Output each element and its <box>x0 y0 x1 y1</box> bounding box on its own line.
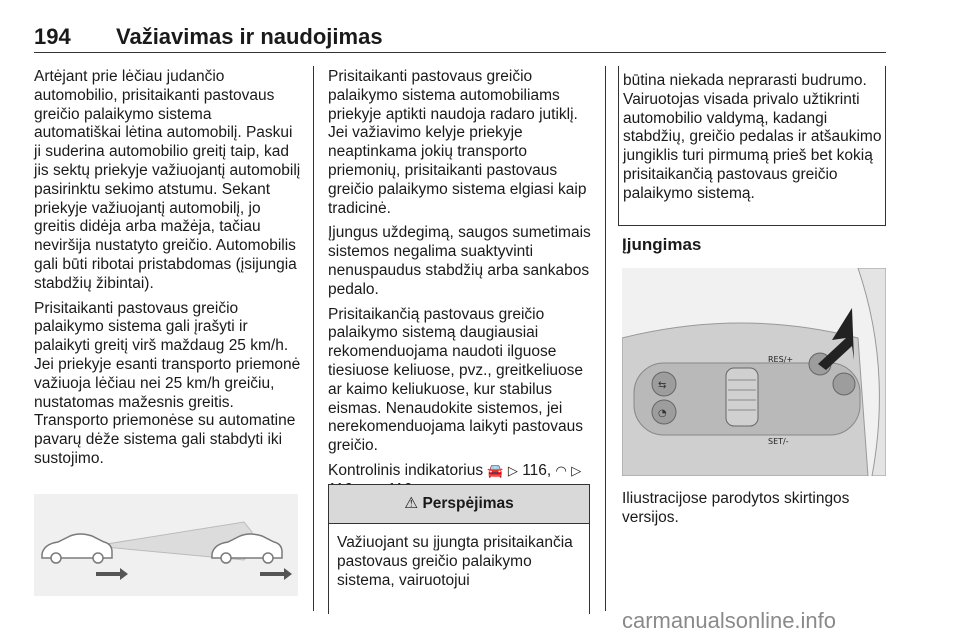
section-title: Įjungimas <box>622 235 702 254</box>
arrow-right-icon <box>96 568 128 580</box>
column-divider <box>605 66 606 611</box>
page-number: 194 <box>34 24 71 49</box>
indicator-label: Kontrolinis indikatorius <box>328 461 484 479</box>
illustration-caption: Iliustracijose parodytos skirtingos versijos. <box>622 490 850 526</box>
rear-car-icon <box>42 534 112 563</box>
warning-continued-text: būtina niekada neprarasti budrumo. Vairuotojas visada privalo užtikrinti automobilio valdymą, kadangi stabdžių, greičio pedalas ir atšaukimo jungiklis turi pirmumą prieš bet kokią prisitaikančią pastovaus greičio palaikymo sistemą. <box>623 72 882 202</box>
paragraph: Prisitaikanti pastovaus greičio palaikymo sistema automobiliams priekyje aptikti naudoja radaro jutiklį. Jei važiavimo kelyje priekyje neaptinkama jokių transporto priemonių, prisitaikanti pastovaus greičio palaikymo sistema elgiasi kaip tradicinė. <box>328 68 587 217</box>
column-1 <box>34 68 302 475</box>
speedometer-icon: ◔ <box>658 408 667 419</box>
car-indicator-icon: 🚘 <box>487 462 504 478</box>
page-ref-icon: ▷ <box>507 462 518 478</box>
res-label: RES/+ <box>768 355 794 364</box>
distance-icon: ⇆ <box>658 380 667 391</box>
column-2 <box>328 68 594 506</box>
cruise-indicator-icon: ◠ <box>555 462 567 478</box>
warning-continuation-box <box>618 66 886 226</box>
car-following-diagram <box>34 494 298 596</box>
acc-following-illustration <box>34 494 298 596</box>
paragraph: Prisitaikanti pastovaus greičio palaikymo sistema gali įrašyti ir palaikyti greitį virš maždaug 25 km/h. Jei priekyje esanti transporto priemonė važiuoja lėčiau nei 25 km/h greičiu, nustatomas mažesnis greitis. Transporto priemonėse su automatine pavarų dėže sistema gali stabdyti iki sustojimo. <box>34 299 301 467</box>
warning-box <box>328 484 590 614</box>
warning-header <box>329 485 589 524</box>
steering-wheel-illustration <box>622 268 886 476</box>
column-divider <box>313 66 314 611</box>
page-ref-icon: ▷ <box>571 462 582 478</box>
paragraph: Įjungus uždegimą, saugos sumetimais sistemos negalima suaktyvinti nenuspaudus stabdžių arba sankabos pedalo. <box>328 224 591 298</box>
paragraph: Prisitaikančią pastovaus greičio palaikymo sistemą daugiausiai rekomenduojama naudoti ilguose tiesiuose keliuose, pvz., greitkeliuose ar kaimo keliukuose, kur stabilus eismas. Nenaudokite sistemos, jei nerekomenduojama laikyti pastovaus greičio. <box>328 305 584 455</box>
arrow-right-icon <box>260 568 292 580</box>
cancel-button <box>833 373 855 395</box>
page-ref: 116, <box>522 461 552 479</box>
warning-triangle-icon: ⚠ <box>404 495 419 512</box>
page-title: Važiavimas ir naudojimas <box>116 24 383 49</box>
watermark: carmanualsonline.info <box>622 608 837 633</box>
warning-title: Perspėjimas <box>422 495 514 512</box>
paragraph: Artėjant prie lėčiau judančio automobilio, prisitaikanti pastovaus greičio palaikymo sistema automatiškai lėtina automobilį. Paskui ji suderina automobilio greitį taip, kad jis sektų priekyje važiuojantį automobilį pasirinktu sekimo atstumu. Sekant priekyje važiuojantį automobilį, jo greitis didėja arba mažėja, tačiau neviršija nustatyto greičio. Automobilis gali būti ribotai pristabdomas (įsijungia stabdžių žibintai). <box>34 68 301 292</box>
steering-wheel-diagram <box>622 268 886 476</box>
warning-body: Važiuojant su įjungta prisitaikančia pastovaus greičio palaikymo sistema, vairuotojui <box>337 534 573 589</box>
thumbwheel <box>726 368 758 426</box>
set-label: SET/- <box>768 437 789 446</box>
page-header <box>34 24 886 53</box>
